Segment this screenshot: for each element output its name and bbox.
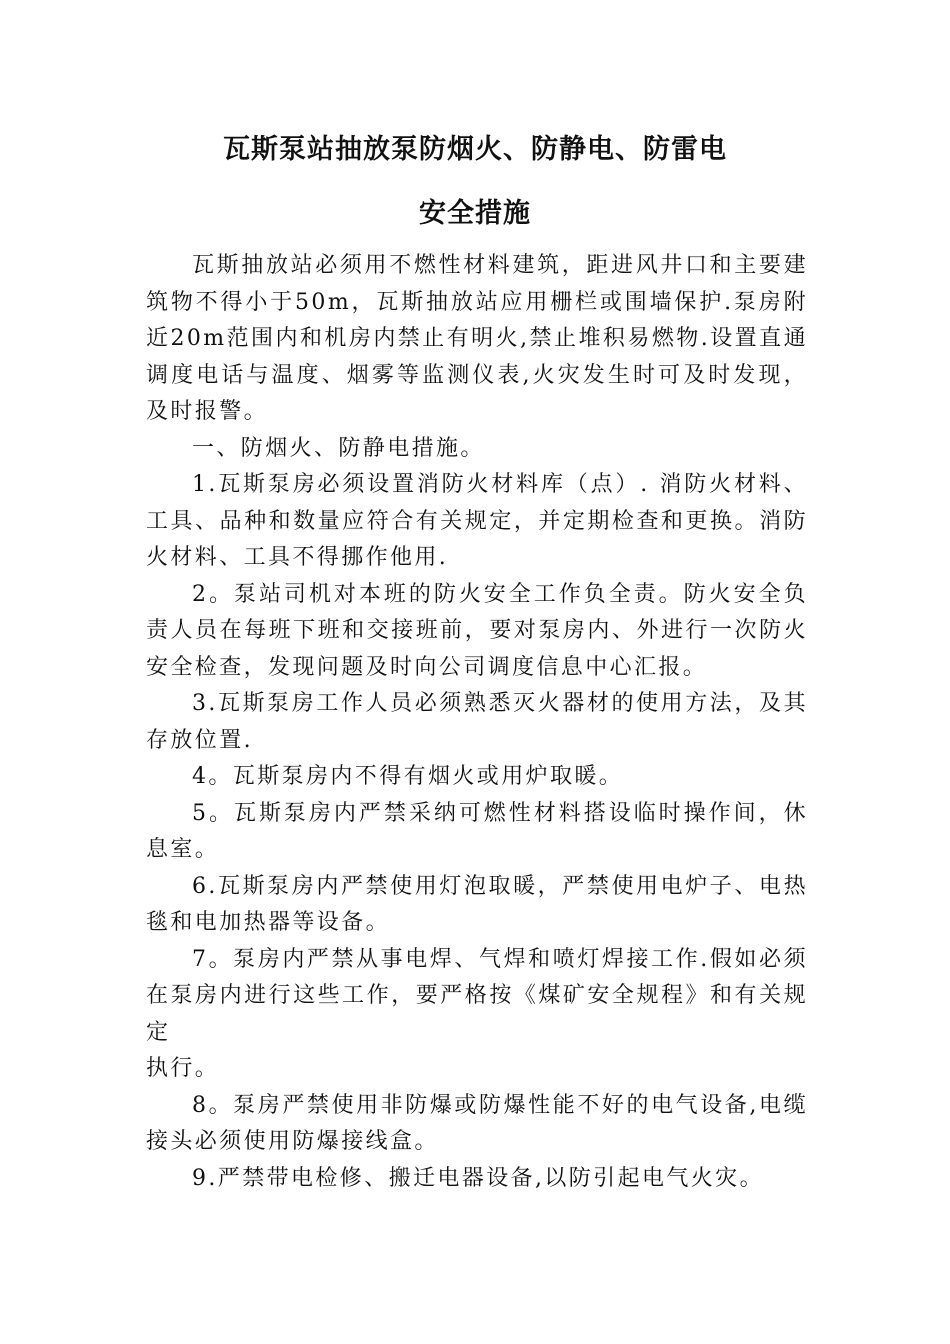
paragraph-item-2: 2。泵站司机对本班的防火安全工作负全责。防火安全负责人员在每班下班和交接班前，要对泵房内、外进行一次防火安全检查，发现问题及时向公司调度信息中心汇报。 (146, 581, 808, 680)
document-body (146, 248, 808, 1197)
paragraph-item-9: 9.严禁带电检修、搬迁电器设备,以防引起电气火灾。 (192, 1165, 764, 1191)
section-heading-1: 一、防烟火、防静电措施。 (192, 435, 485, 461)
paragraph-item-3: 3.瓦斯泵房工作人员必须熟悉灭火器材的使用方法，及其存放位置. (146, 691, 808, 753)
paragraph-item-7-continued: 执行。 (146, 1056, 220, 1081)
document-title-line-2: 安全措施 (419, 198, 531, 229)
document-title-line-1: 瓦斯泵站抽放泵防烟火、防静电、防雷电 (223, 134, 727, 165)
paragraph-intro: 瓦斯抽放站必须用不燃性材料建筑，距进风井口和主要建筑物不得小于50m，瓦斯抽放站应用栅栏或围墙保护.泵房附近20m范围内和机房内禁止有明火,禁止堆积易燃物.设置直通调度电话与温度、烟雾等监测仪表,火灾发生时可及时发现，及时报警。 (146, 253, 808, 424)
paragraph-item-5: 5。瓦斯泵房内严禁采纳可燃性材料搭设临时操作间，休息室。 (146, 800, 808, 862)
paragraph-item-8: 8。泵房严禁使用非防爆或防爆性能不好的电气设备,电缆接头必须使用防爆接线盒。 (146, 1092, 808, 1154)
paragraph-item-6: 6.瓦斯泵房内严禁使用灯泡取暖，严禁使用电炉子、电热毯和电加热器等设备。 (146, 873, 808, 935)
paragraph-item-1: 1.瓦斯泵房必须设置消防火材料库（点）. 消防火材料、工具、品种和数量应符合有关规定，并定期检查和更换。消防火材料、工具不得挪作他用. (146, 472, 808, 570)
paragraph-item-7: 7。泵房内严禁从事电焊、气焊和喷灯焊接工作.假如必须在泵房内进行这些工作，要严格按《煤矿安全规程》和有关规定 (146, 946, 808, 1045)
paragraph-item-4: 4。瓦斯泵房内不得有烟火或用炉取暖。 (192, 764, 624, 789)
